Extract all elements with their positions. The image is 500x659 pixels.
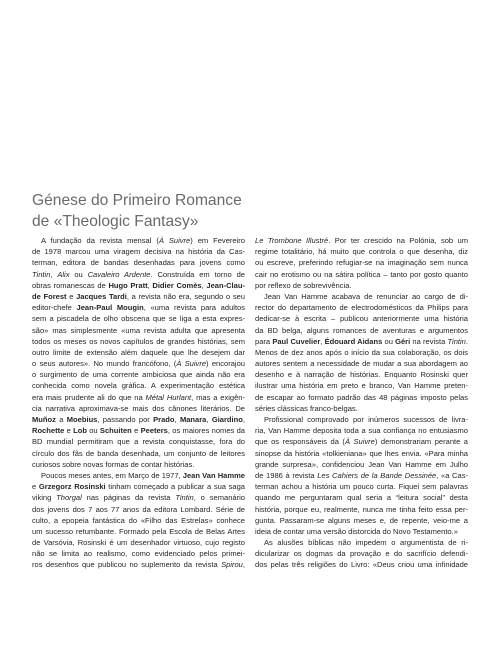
text-line: que os responsáveis da (À Suivre) demonstrariam perante a [255,437,469,447]
text-line: terman, editora de bandas desenhadas para jovens como [32,258,245,268]
text-line: rector do departamento de electrodomésticos da Philips para [255,303,468,313]
text-line: são» mas simplesmente «uma revista adulta que apresenta [32,325,245,335]
text-line: desenho e à narração de histórias. Enquanto Rosinski quer [255,370,468,380]
text-line: um sucesso retumbante. Formado pela Escola de Belas Artes [32,526,245,536]
right-text-column [255,235,468,571]
text-line: Poucos meses antes, em Março de 1977, Jean Van Hamme [41,470,245,480]
text-line: A fundação da revista mensal (À Suivre) em Fevereiro [41,236,245,245]
text-line: sem a piscadela de olho obscena que se liga a esta expres- [32,314,245,324]
text-line: ilustrar uma história em preto e branco, Van Hamme preten- [255,381,468,391]
text-line: autores sentem a necessidade de mudar a sua abordagem ao [255,359,468,369]
text-line: viking Thorgal nas páginas da revista Tintin, o semanário [32,493,245,503]
text-line: Le Trombone Illustré. Por ter crescido na Polónia, sob um [255,236,468,245]
text-line: BD mundial permitiram que a revista conquistasse, fora do [32,437,245,447]
text-line: de Forest e Jacques Tardi, a revista não era, segundo o seu [32,291,245,301]
text-line: de escapar ao formato padrão das 48 páginas imposto pelas [255,392,468,402]
text-line: terman achou a história um pouco curta. Fiquei sem palavras [255,482,468,492]
text-line: todos os meses os novos capítulos de grandes histórias, sem [32,336,245,346]
text-line: grande surpresa», confidenciou Jean Van Hamme em Julho [255,459,468,469]
text-line: curiosos sobre novas formas de contar histórias. [32,459,195,469]
text-line: séries clássicas franco-belgas. [255,403,358,413]
text-line: o surgimento de uma corrente ambiciosa que ainda não era [32,370,245,380]
text-line: da BD belga, alguns romances de aventuras e argumentos [255,325,468,335]
text-line: cair no erotismo ou na sátira política – tanto por gosto quanto [255,269,468,279]
text-line: ou escreve, preferindo refugiar-se na imaginação sem nunca [255,258,468,268]
text-line: obras romanescas de Hugo Pratt, Didier Comès, Jean-Clau- [32,280,245,290]
text-line: dos pelas três religiões do Livro: «Deus criou uma infinidade [255,560,468,570]
text-line: editor-chefe Jean-Paul Mougin, «uma revista para adultos [32,303,246,313]
text-line: dos jovens dos 7 aos 77 anos da editora Lombard. Série de [32,504,245,514]
text-line: Rochette e Lob ou Schuiten e Peeters, os maiores nomes da [32,426,245,436]
text-line: outro limite de extensão além daquele que lhe desejem dar [32,347,245,357]
text-line: e Grzegorz Rosinski tinham começado a publicar a sua saga [32,482,245,492]
text-line: Jean Van Hamme acabava de renunciar ao cargo de di- [264,291,468,301]
text-line: quando me perguntaram qual seria a “leitura social” desta [255,493,468,503]
text-line: círculo dos fãs de banda desenhada, um conjunto de leitores [32,448,245,458]
text-line: de 1978 marcou uma viragem decisiva na história da Cas- [32,247,245,257]
section-title [32,190,352,232]
text-line: culto, a epopeia fantástica do «Filho das Estrelas» conhece [32,515,245,525]
text-line: Tintin, Alix ou Cavaleiro Ardente. Construída em torno de [32,269,245,279]
text-line: de 1986 à revista Les Cahiers de la Bande Dessinée, «a Cas- [255,470,468,480]
text-line: As alusões bíblicas não impedem o argumentista de ri- [264,538,468,548]
text-line: cia narrativa aproximava-se mais dos cânones literários. De [32,403,245,413]
text-line: regime totalitário, há muito que controla o que desenha, diz [255,247,468,257]
text-line: gunta. Passaram-se alguns meses e, de repente, veio-me a [255,515,468,525]
text-line: de Varsóvia, Rosinski é um desenhador virtuoso, cujo registo [32,538,245,548]
text-line: dedicar-se à escrita – publicou anteriormente uma história [255,314,468,324]
text-line: por reflexo de sobrevivência. [255,280,352,290]
text-line: história, porque eu, realmente, nunca me tinha feito essa per- [255,504,468,514]
text-line: para Paul Cuvelier, Édouard Aidans ou Géri na revista Tintin. [255,336,468,346]
text-line: ideia de contar uma versão distorcida do Novo Testamento.» [255,526,458,536]
title-line-2: de «Theologic Fantasy» [32,213,199,230]
text-line: Menos de dez anos após o início da sua colaboração, os dois [255,347,468,357]
text-line: sinopse da história «tolkieniana» que lhes envia. «Para minha [255,448,468,458]
text-line: conhecida como novela gráfica. A experimentação estética [32,381,245,391]
left-text-column [32,235,245,571]
text-line: Muñoz a Moebius, passando por Prado, Manara, Giardino, [32,415,245,424]
text-line: ros desenhos que publicou no suplemento da revista Spirou, [32,560,245,570]
title-line-1: Génese do Primeiro Romance [32,192,242,209]
text-line: dicularizar os dogmas da provação e do sacrifício defendi- [255,549,468,559]
text-line: o seus autores». No mundo francófono, (À Suivre) encorajou [32,359,245,369]
text-line: não se limita ao realismo, como evidenciado pelos primei- [32,549,245,559]
text-line: ria, Van Hamme deposita toda a sua confiança no entusiasmo [255,426,468,436]
text-line: Profissional comprovado por inúmeros sucessos de livra- [264,415,468,424]
text-line: era mais prudente ali do que na Métal Hurlant, mas a exigên- [32,392,246,402]
